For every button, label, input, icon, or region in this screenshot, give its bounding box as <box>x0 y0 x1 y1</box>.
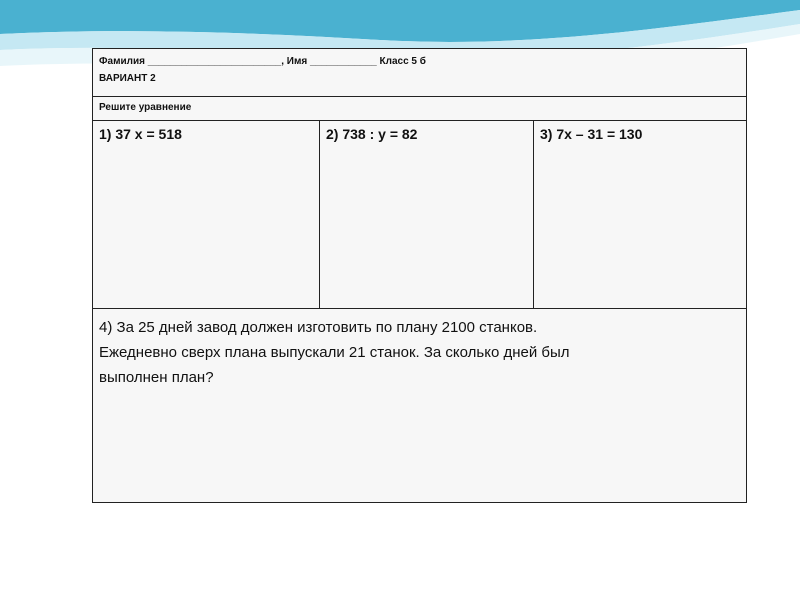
task-row <box>93 97 746 121</box>
equation-cell-1 <box>93 121 320 309</box>
equation-1: 1) 37 х = 518 <box>99 126 182 142</box>
equation-2: 2) 738 : у = 82 <box>326 126 418 142</box>
word-problem-line-3: выполнен план? <box>99 369 214 386</box>
word-problem-row <box>93 309 746 502</box>
task-title: Решите уравнение <box>99 102 192 113</box>
variant-label: ВАРИАНТ 2 <box>99 73 156 84</box>
student-name-class-line: Фамилия ________________________, Имя ____________ Класс 5 б <box>99 56 426 67</box>
word-problem-line-2: Ежедневно сверх плана выпускали 21 станок. За сколько дней был <box>99 344 570 361</box>
word-problem-line-1: 4) За 25 дней завод должен изготовить по плану 2100 станков. <box>99 319 538 336</box>
equations-row <box>93 121 746 309</box>
equation-cell-2 <box>320 121 534 309</box>
equation-3: 3) 7х – 31 = 130 <box>540 126 643 142</box>
worksheet-table <box>92 48 747 503</box>
equation-cell-3 <box>534 121 746 309</box>
student-info-row <box>93 49 746 97</box>
word-problem-text <box>99 315 719 390</box>
